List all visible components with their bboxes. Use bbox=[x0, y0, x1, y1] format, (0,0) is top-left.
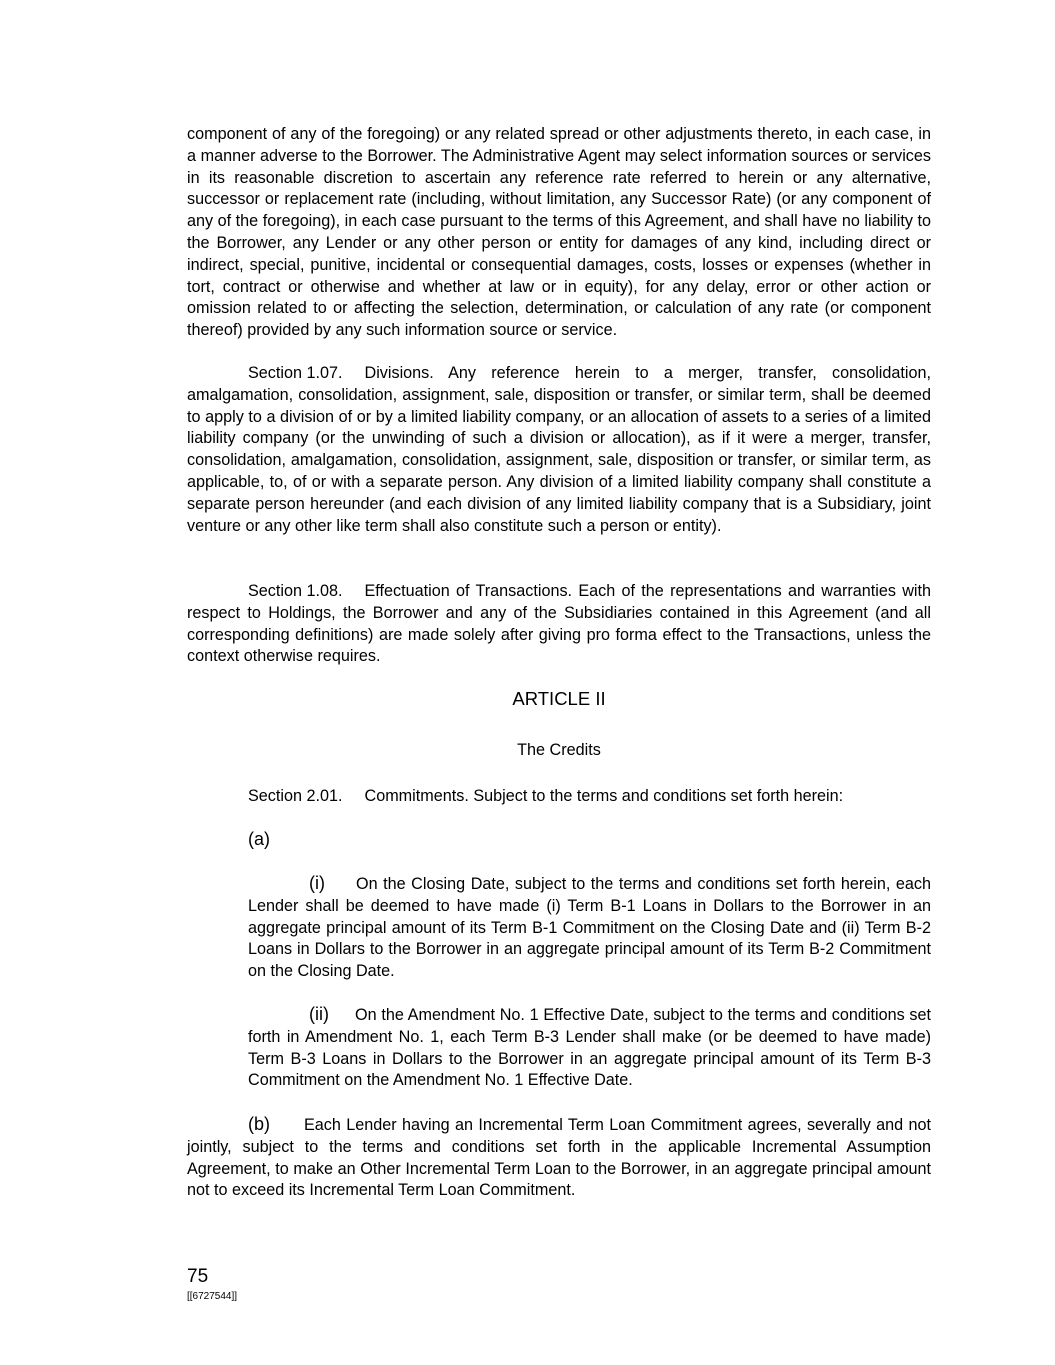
section-2-01-heading bbox=[248, 786, 843, 808]
clause-b-label: (b) bbox=[248, 1114, 270, 1134]
clause-a-label: (a) bbox=[248, 829, 270, 849]
clause-i-text: On the Closing Date, subject to the terms and conditions set forth herein, each Lender shall be deemed to have made (i) Term B-1 Loans in Dollars to the Borrower in an aggregate principal amount of its Term B-1 Commitment on the Closing Date and (ii) Term B-2 Loans in Dollars to the Borrower in an aggregate principal amount of its Term B-2 Commitment on the Closing Date. bbox=[248, 875, 931, 981]
section-1-07-paragraph bbox=[187, 363, 931, 537]
clause-i-label: (i) bbox=[309, 873, 325, 893]
page-number: 75 bbox=[187, 1266, 209, 1287]
section-1-08-paragraph bbox=[187, 581, 931, 668]
clause-b-paragraph bbox=[187, 1114, 931, 1202]
article-subtitle: The Credits bbox=[517, 741, 601, 759]
article-title: ARTICLE II bbox=[512, 688, 606, 709]
clause-ii-label: (ii) bbox=[309, 1004, 329, 1024]
section-2-01-text: Commitments. Subject to the terms and conditions set forth herein: bbox=[364, 787, 844, 805]
section-1-07-label: Section 1.07. bbox=[248, 364, 343, 382]
section-1-07-text: Divisions. Any reference herein to a merger, transfer, consolidation, amalgamation, consolidation, assignment, sale, disposition or transfer, or similar term, shall be deemed to apply to a division of or by a limited liability company, or an allocation of assets to a series of a limited liability company (or the unwinding of such a division or allocation), as if it were a merger, transfer, consolidation, amalgamation, consolidation, assignment, sale, disposition or transfer, or similar term, as applicable, to, of or with a separate person. Any division of a limited liability company shall constitute a separate person hereunder (and each division of any limited liability company that is a Subsidiary, joint venture or any other like term shall also constitute such a person or entity). bbox=[187, 364, 931, 535]
section-1-08-label: Section 1.08. bbox=[248, 582, 343, 600]
clause-ii-text: On the Amendment No. 1 Effective Date, subject to the terms and conditions set forth in Amendment No. 1, each Term B-3 Lender shall make (or be deemed to have made) Term B-3 Loans in Dollars to the Borrower in an aggregate principal amount of its Term B-3 Commitment on the Amendment No. 1 Effective Date. bbox=[248, 1006, 931, 1090]
clause-i-paragraph bbox=[248, 873, 931, 983]
paragraph-continuation: component of any of the foregoing) or any related spread or other adjustments thereto, in each case, in a manner adverse to the Borrower. The Administrative Agent may select information sources or services in its reasonable discretion to ascertain any reference rate referred to herein or any alternative, successor or replacement rate (including, without limitation, any Successor Rate) (or any component of any of the foregoing), in each case pursuant to the terms of this Agreement, and shall have no liability to the Borrower, any Lender or any other person or entity for damages of any kind, including direct or indirect, special, punitive, incidental or consequential damages, costs, losses or expenses (whether in tort, contract or otherwise and whether at law or in equity), for any delay, error or other action or omission related to or affecting the selection, determination, or calculation of any rate (or component thereof) provided by any such information source or service. bbox=[187, 125, 931, 340]
document-id: [[6727544]] bbox=[187, 1291, 238, 1302]
section-2-01-label: Section 2.01. bbox=[248, 787, 343, 805]
clause-ii-paragraph bbox=[248, 1004, 931, 1092]
clause-b-text: Each Lender having an Incremental Term Loan Commitment agrees, severally and not jointly, subject to the terms and conditions set forth in the applicable Incremental Assumption Agreement, to make an Other Incremental Term Loan to the Borrower, in an aggregate principal amount not to exceed its Incremental Term Loan Commitment. bbox=[187, 1116, 931, 1200]
section-1-08-text: Effectuation of Transactions. Each of the representations and warranties with respect to Holdings, the Borrower and any of the Subsidiaries contained in this Agreement (and all corresponding definitions) are made solely after giving pro forma effect to the Transactions, unless the context otherwise requires. bbox=[187, 582, 931, 666]
